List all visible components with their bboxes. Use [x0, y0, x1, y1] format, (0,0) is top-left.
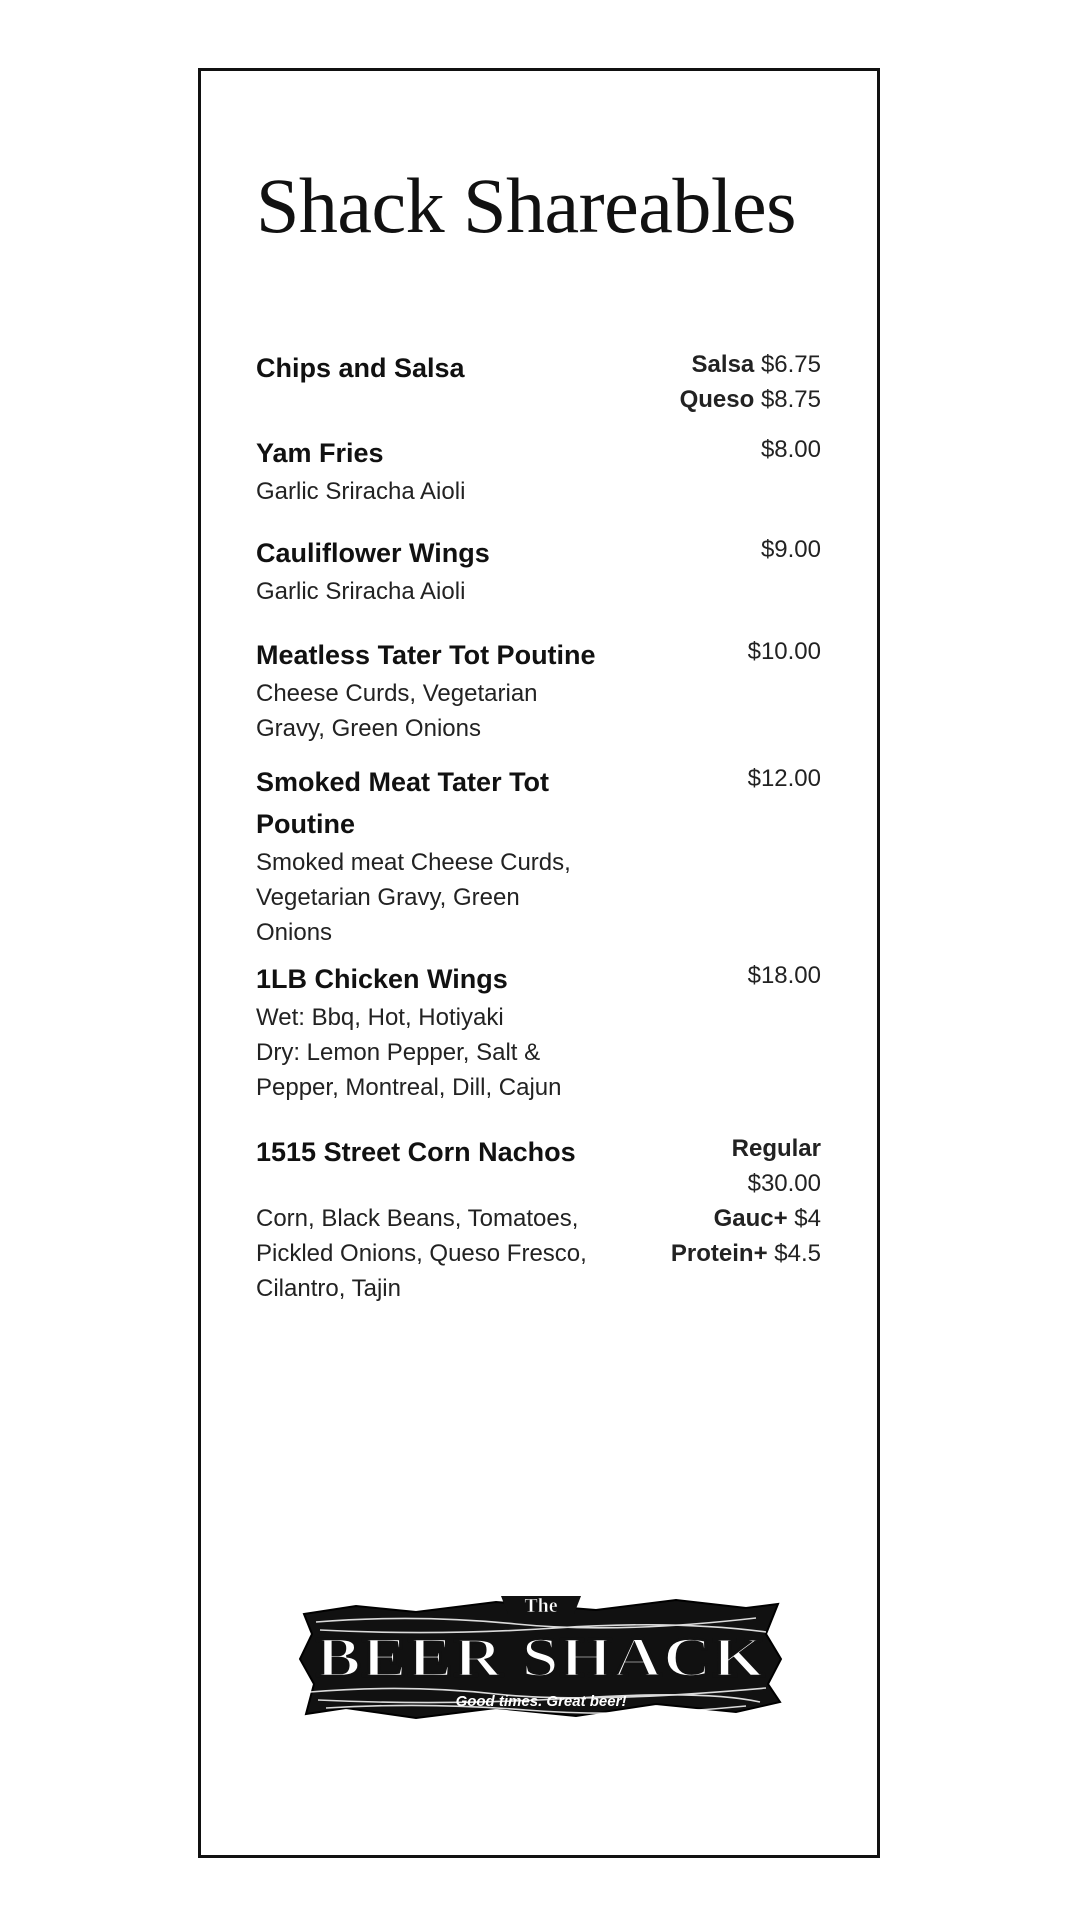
- price-label: Salsa: [691, 351, 755, 378]
- item-name: Meatless Tater Tot Poutine: [256, 640, 596, 670]
- menu-title: Shack Shareables: [256, 162, 796, 249]
- item-name: Yam Fries: [256, 438, 384, 468]
- price-value: $30.00: [747, 1170, 821, 1197]
- price-label: Gauc+: [713, 1205, 788, 1232]
- item-description: Smoked meat Cheese Curds,: [256, 849, 571, 876]
- item-name: Chips and Salsa: [256, 353, 465, 383]
- price-label: Protein+: [670, 1240, 768, 1267]
- item-price: [621, 382, 821, 417]
- price-value: $4: [794, 1205, 821, 1232]
- item-price: [621, 1236, 821, 1271]
- item-description: Garlic Sriracha Aioli: [256, 478, 466, 505]
- item-price: $8.00: [760, 436, 821, 463]
- item-price: $18.00: [747, 962, 821, 989]
- item-description: Gravy, Green Onions: [256, 715, 481, 742]
- item-description: Garlic Sriracha Aioli: [256, 578, 466, 605]
- item-price: [621, 1131, 821, 1166]
- logo-top-text: The: [524, 1595, 558, 1617]
- item-name: Cauliflower Wings: [256, 538, 490, 568]
- item-description: Onions: [256, 919, 333, 946]
- item-price: [621, 1201, 821, 1236]
- item-price: $12.00: [747, 765, 821, 792]
- item-description: Pepper, Montreal, Dill, Cajun: [256, 1074, 562, 1101]
- item-description: Cheese Curds, Vegetarian: [256, 680, 538, 707]
- beer-shack-wood-logo-icon: [296, 1584, 786, 1744]
- price-value: $4.5: [774, 1240, 821, 1267]
- item-description: Dry: Lemon Pepper, Salt &: [256, 1039, 541, 1066]
- item-name: 1LB Chicken Wings: [256, 964, 508, 994]
- logo-main-text: BEER SHACK: [316, 1627, 766, 1689]
- item-price: [621, 1166, 821, 1201]
- item-description: Cilantro, Tajin: [256, 1275, 401, 1302]
- item-description: Corn, Black Beans, Tomatoes,: [256, 1205, 579, 1232]
- item-price: $9.00: [760, 536, 821, 563]
- menu-card: [198, 68, 880, 1858]
- price-value: $8.75: [760, 386, 821, 413]
- price-label: Regular: [731, 1135, 821, 1162]
- beer-shack-logo: [296, 1584, 786, 1744]
- logo-tagline: Good times. Great beer!: [455, 1693, 627, 1710]
- price-label: Queso: [679, 386, 755, 413]
- item-description: Wet: Bbq, Hot, Hotiyaki: [256, 1004, 504, 1031]
- item-name: Smoked Meat Tater Tot: [256, 767, 550, 797]
- item-description: Pickled Onions, Queso Fresco,: [256, 1240, 587, 1267]
- item-price: [621, 347, 821, 382]
- item-price: $10.00: [747, 638, 821, 665]
- price-value: $6.75: [760, 351, 821, 378]
- item-name: 1515 Street Corn Nachos: [256, 1137, 576, 1167]
- item-name: Poutine: [256, 809, 355, 839]
- item-description: Vegetarian Gravy, Green: [256, 884, 520, 911]
